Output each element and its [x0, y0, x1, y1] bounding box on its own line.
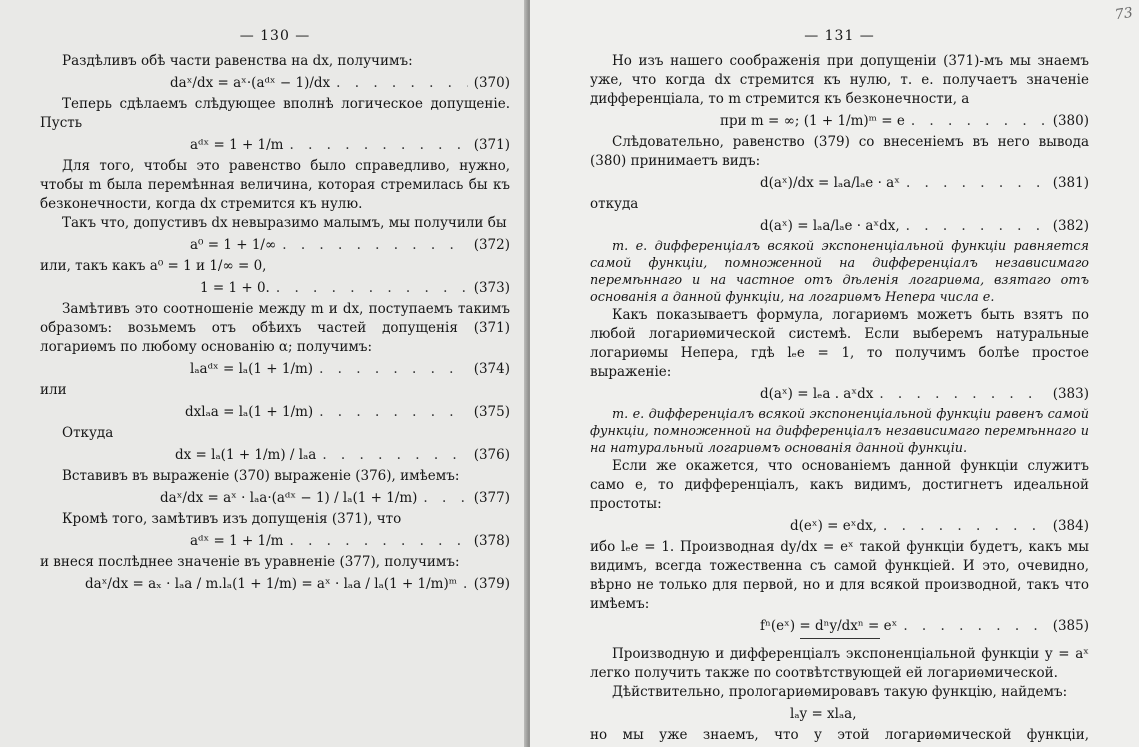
equation-number: (370) [473, 75, 510, 91]
formula: daˣ/dx = aˣ·(aᵈˣ − 1)/dx [170, 75, 331, 91]
equation [40, 447, 510, 463]
formula: aᵈˣ = 1 + 1/m [190, 137, 284, 153]
equation [590, 113, 1089, 129]
equation [590, 618, 1089, 634]
formula: lₐaᵈˣ = lₐ(1 + 1/m) [190, 361, 314, 377]
equation [40, 533, 510, 549]
equation [40, 490, 510, 506]
formula: d(aˣ) = lₑa . aˣdx [760, 386, 874, 402]
equation [590, 706, 1089, 722]
equation [40, 237, 510, 253]
paragraph: или, такъ какъ a⁰ = 1 и 1/∞ = 0, [40, 258, 267, 274]
paragraph: Откуда [62, 425, 114, 441]
paragraph: Если же окажется, что основаніемъ данной функціи служитъ само e, то дифференціалъ, какъ видимъ, достигнетъ идеальной простоты: [590, 458, 1089, 512]
paragraph: Вставивъ въ выраженіе (370) выраженіе (376), имѣемъ: [62, 468, 460, 484]
paragraph: Слѣдовательно, равенство (379) со внесеніемъ въ него вывода (380) принимаетъ видъ: [590, 134, 1089, 169]
dot-leader [290, 533, 468, 549]
equation-number: (385) [1052, 618, 1089, 634]
paragraph: Раздѣливъ обѣ части равенства на dx, получимъ: [62, 53, 413, 69]
paragraph: Такъ что, допустивъ dx невыразимо малымъ, мы получили бы [62, 215, 507, 231]
right-page [530, 0, 1139, 747]
left-page [0, 0, 528, 747]
dot-leader [322, 447, 467, 463]
dot-leader [883, 518, 1047, 534]
formula: d(eˣ) = eˣdx, [790, 518, 878, 534]
paragraph: Производную и дифференціалъ экспоненціальной функціи y = aˣ легко получить также по соотвѣтствующей ей логариѳмической. [590, 646, 1089, 681]
formula: d(aˣ) = lₐa/lₐe · aˣdx, [760, 218, 900, 234]
dot-leader [879, 386, 1046, 402]
equation-number: (375) [473, 404, 510, 420]
equation [40, 404, 510, 420]
equation-number: (380) [1052, 113, 1089, 129]
equation [590, 518, 1089, 534]
equation-number: (373) [473, 280, 510, 296]
paragraph: откуда [590, 196, 639, 212]
formula: daˣ/dx = aₓ · lₐa / m.lₐ(1 + 1/m) = aˣ · lₐa / lₐ(1 + 1/m)ᵐ [85, 576, 458, 592]
equation [40, 137, 510, 153]
paragraph: ибо lₑe = 1. Производная dy/dx = eˣ такой функціи будетъ, какъ мы видимъ, всегда тожественна съ самой функціей. И это, очевидно, вѣрно не только для первой, но и для всякой производной, такъ что имѣемъ: [590, 539, 1089, 612]
right-content [590, 52, 1089, 747]
equation-number: (378) [473, 533, 510, 549]
formula: d(aˣ)/dx = lₐa/lₐe · aˣ [760, 175, 900, 191]
paragraph: Дѣйствительно, прологариѳмировавъ такую функцію, найдемъ: [612, 684, 1068, 700]
dot-leader [903, 618, 1046, 634]
paragraph: и внеся послѣднее значеніе въ уравненіе (377), получимъ: [40, 554, 460, 570]
equation-number: (372) [473, 237, 510, 253]
equation-number: (374) [473, 361, 510, 377]
equation-number: (376) [473, 447, 510, 463]
left-content [40, 52, 510, 592]
dot-leader [336, 75, 468, 91]
formula: daˣ/dx = aˣ · lₐa·(aᵈˣ − 1) / lₐ(1 + 1/m) [160, 490, 418, 506]
paragraph: Для того, чтобы это равенство было справедливо, нужно, чтобы m была перемѣнная величина, которая стремилась бы къ безконечности, когда dx стремится къ нулю. [40, 158, 510, 212]
paragraph: Кромѣ того, замѣтивъ изъ допущенія (371), что [62, 511, 402, 527]
dot-leader [282, 237, 467, 253]
paragraph: но мы уже знаемъ, что у этой логариѳмической функціи, [590, 727, 1089, 743]
equation-number: (384) [1052, 518, 1089, 534]
paragraph: Теперь сдѣлаемъ слѣдующее вполнѣ логическое допущеніе. Пусть [40, 96, 510, 131]
equation-number: (382) [1052, 218, 1089, 234]
equation [40, 361, 510, 377]
dot-leader [319, 404, 467, 420]
italic-paragraph: т. е. дифференціалъ всякой экспоненціальной функціи равняется самой функціи, помноженной на дифференціалъ независимаго перемѣннаго и на частное отъ дѣленія логариѳма, взятаго отъ основанія a данной функціи, на логариѳмъ Непера числа e. [590, 239, 1089, 305]
dot-leader [319, 361, 468, 377]
formula: fⁿ(eˣ) = dⁿy/dxⁿ = eˣ [760, 618, 898, 634]
dot-leader [906, 218, 1047, 234]
equation-number: (379) [473, 576, 510, 592]
equation [590, 218, 1089, 234]
italic-paragraph: т. е. дифференціалъ всякой экспоненціальной функціи равенъ самой функціи, помноженной на дифференціалъ независимаго перемѣннаго и на натуральный логариѳмъ основанія данной функціи. [590, 407, 1089, 456]
dot-leader [906, 175, 1047, 191]
formula: dxlₐa = lₐ(1 + 1/m) [185, 404, 314, 420]
paragraph: Но изъ нашего соображенія при допущеніи (371)-мъ мы знаемъ уже, что когда dx стремится къ нулю, т. е. получаетъ значеніе дифференціала, то m стремится къ безконечности, а [590, 53, 1089, 107]
paragraph: Какъ показываетъ формула, логариѳмъ можетъ быть взятъ по любой логариѳмической системѣ. Если выберемъ натуральные логариѳмы Непера, гдѣ lₑe = 1, то получимъ болѣе простое выраженіе: [590, 307, 1089, 380]
formula: 1 = 1 + 0. [200, 280, 270, 296]
formula: a⁰ = 1 + 1/∞ [190, 237, 277, 253]
equation [40, 75, 510, 91]
formula: lₐy = xlₐa, [790, 706, 857, 722]
page-number: — 131 — [804, 28, 875, 44]
equation-number: (381) [1052, 175, 1089, 191]
dot-leader [290, 137, 468, 153]
equation [40, 280, 510, 296]
paragraph: Замѣтивъ это соотношеніе между m и dx, поступаемъ такимъ образомъ: возьмемъ отъ обѣихъ частей допущенія (371) логариѳмъ по любому основанію α; получимъ: [40, 301, 510, 355]
dot-leader [423, 490, 467, 506]
formula: aᵈˣ = 1 + 1/m [190, 533, 284, 549]
equation-number: (377) [473, 490, 510, 506]
dot-leader [276, 280, 468, 296]
section-rule [800, 638, 880, 639]
equation-number: (371) [473, 137, 510, 153]
equation [590, 175, 1089, 191]
dot-leader [463, 576, 468, 592]
equation [590, 386, 1089, 402]
margin-note: 73 [1114, 4, 1135, 24]
equation [40, 576, 510, 592]
paragraph: или [40, 382, 67, 398]
formula: при m = ∞; (1 + 1/m)ᵐ = e [720, 113, 905, 129]
page-number: — 130 — [239, 28, 311, 44]
equation-number: (383) [1052, 386, 1089, 402]
formula: dx = lₐ(1 + 1/m) / lₐa [175, 447, 317, 463]
dot-leader [911, 113, 1047, 129]
